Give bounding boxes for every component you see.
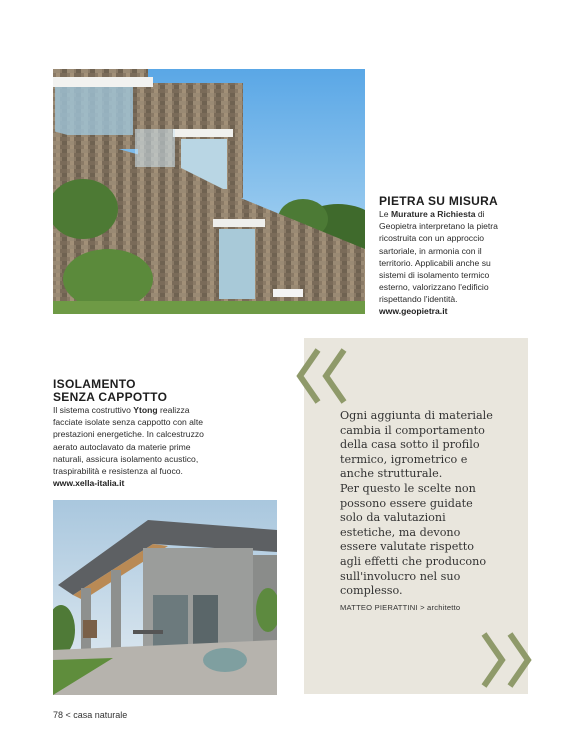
quote-close-icon xyxy=(476,630,532,690)
brand-name: Ytong xyxy=(133,405,158,415)
section-heading-pietra: PIETRA SU MISURA xyxy=(379,194,499,208)
section-heading-isolamento: ISOLAMENTO SENZA CAPPOTTO xyxy=(53,377,168,404)
brand-name: Murature a Richiesta xyxy=(390,209,476,219)
link-geopietra[interactable]: www.geopietra.it xyxy=(379,306,448,316)
modern-house-photo xyxy=(53,500,277,695)
stone-house-photo xyxy=(53,69,365,314)
section-body-isolamento: Il sistema costruttivo Ytong realizza facciate isolate senza cappotto con alte prestazioni energetiche. In calcestruzzo aerato autoclavato da materie prime naturali, assicura isolamento acustico, traspirabilità e resistenza al fuoco. xyxy=(53,405,204,477)
section-body-pietra: Le Murature a Richiesta di Geopietra interpretano la pietra ricostruita con un approccio sartoriale, in armonia con il territorio. Applicabili anche su sistemi di isolamento termico esterno, valorizzano l'edificio rispettando l'identità. xyxy=(379,209,498,305)
page-footer: 78 < casa naturale xyxy=(53,710,128,720)
link-xella[interactable]: www.xella-italia.it xyxy=(53,478,125,488)
quote-open-icon xyxy=(296,346,352,406)
quote-author: MATTEO PIERATTINI > architetto xyxy=(340,603,461,612)
quote-text: Ogni aggiunta di materiale cambia il comportamento della casa sotto il profilo termico, igrometrico e anche strutturale. Per questo le scelte non possono essere guidate solo da valutazioni estetiche, ma devono essere valutate rispetto agli effetti che producono sull'involucro nel suo complesso. xyxy=(340,409,493,598)
